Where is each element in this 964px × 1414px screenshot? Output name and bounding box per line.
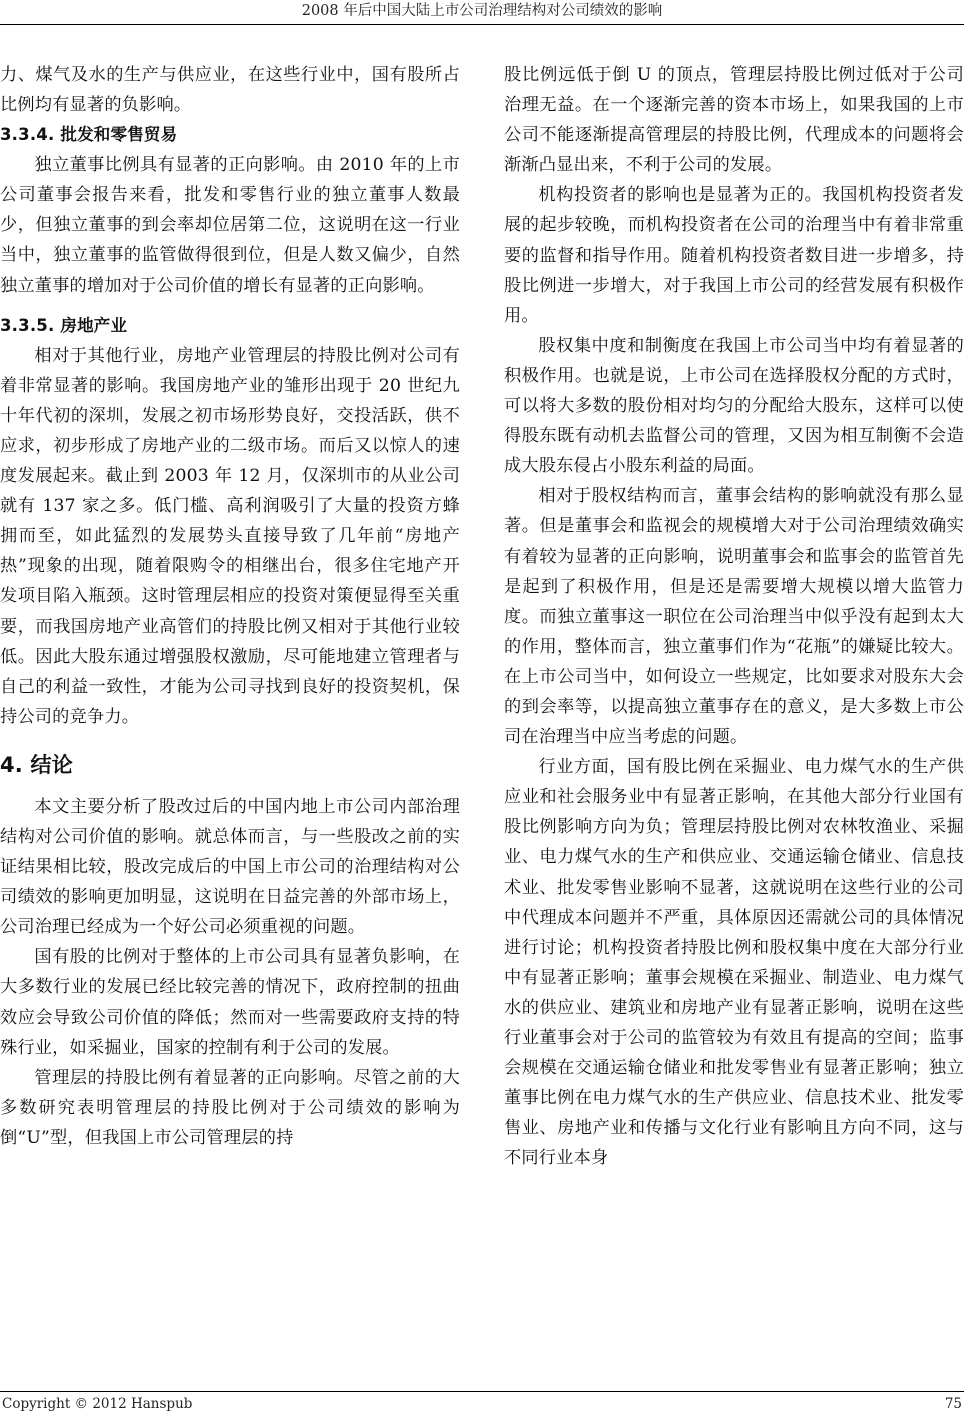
paragraph: 行业方面，国有股比例在采掘业、电力煤气水的生产供应业和社会服务业中有显著正影响，在其他大部分行业国有股比例影响方向为负；管理层持股比例对农林牧渔业、采掘业、电力煤气水的生产和供应业、交通运输仓储业、信息技术业、批发零售业影响不显著，这就说明在这些行业的公司中代理成本问题并不严重，具体原因还需就公司的具体情况进行讨论；机构投资者持股比例和股权集中度在大部分行业中有显著正影响；董事会规模在采掘业、制造业、电力煤气水的供应业、建筑业和房地产业有显著正影响，说明在这些行业董事会对于公司的监管较为有效且有提高的空间；监事会规模在交通运输仓储业和批发零售业有显著正影响；独立董事比例在电力煤气水的生产供应业、信息技术业、批发零售业、房地产业和传播与文化行业有影响且方向不同，这与不同行业本身 [504, 757, 964, 1169]
section-heading-3-3-4: 3.3.4. 批发和零售贸易 [0, 125, 178, 145]
paragraph: 独立董事比例具有显著的正向影响。由 2010 年的上市公司董事会报告来看，批发和零售行业的独立董事人数最少，但独立董事的到会率却位居第二位，这说明在这一行业当中，独立董事的监管做得很到位，但是人数又偏少，自然独立董事的增加对于公司价值的增长有显著的正向影响。 [0, 155, 460, 296]
paragraph-continued: 股比例远低于倒 U 的顶点，管理层持股比例过低对于公司治理无益。在一个逐渐完善的资本市场上，如果我国的上市公司不能逐渐提高管理层的持股比例，代理成本的问题将会渐渐凸显出来，不利于公司的发展。 [504, 65, 964, 176]
paragraph: 股权集中度和制衡度在我国上市公司当中均有着显著的积极作用。也就是说，上市公司在选择股权分配的方式时，可以将大多数的股份相对均匀的分配给大股东，这样可以使得股东既有动机去监督公司的管理，又因为相互制衡不会造成大股东侵占小股东利益的局面。 [504, 335, 964, 477]
running-header [0, 0, 964, 26]
section-heading-3-3-5: 3.3.5. 房地产业 [0, 315, 128, 335]
paragraph: 本文主要分析了股改过后的中国内地上市公司内部治理结构对公司价值的影响。就总体而言，与一些股改之前的实证结果相比较，股改完成后的中国上市公司的治理结构对公司绩效的影响更加明显，这说明在日益完善的外部市场上，公司治理已经成为一个好公司必须重视的问题。 [0, 796, 460, 938]
footer-rule [0, 1391, 964, 1392]
right-column [504, 60, 964, 1173]
paragraph: 国有股的比例对于整体的上市公司具有显著负影响，在大多数行业的发展已经比较完善的情况下，政府控制的扭曲效应会导致公司价值的降低；然而对一些需要政府支持的特殊行业，如采掘业，国家的控制有利于公司的发展。 [0, 947, 460, 1058]
running-title: 2008 年后中国大陆上市公司治理结构对公司绩效的影响 [301, 3, 663, 19]
left-column [0, 60, 460, 1153]
paragraph: 机构投资者的影响也是显著为正的。我国机构投资者发展的起步较晚，而机构投资者在公司的治理当中有着非常重要的监督和指导作用。随着机构投资者数目进一步增多，持股比例进一步增大，对于我国上市公司的经营发展有积极作用。 [504, 185, 964, 326]
copyright-notice: Copyright © 2012 Hanspub [2, 1396, 193, 1412]
paragraph: 管理层的持股比例有着显著的正向影响。尽管之前的大多数研究表明管理层的持股比例对于公司绩效的影响为倒“U”型，但我国上市公司管理层的持 [0, 1067, 460, 1148]
page-footer [0, 1394, 964, 1414]
page-number: 75 [944, 1396, 962, 1412]
paragraph: 相对于股权结构而言，董事会结构的影响就没有那么显著。但是董事会和监视会的规模增大对于公司治理绩效确实有着较为显著的正向影响，说明董事会和监事会的监管首先是起到了积极作用，但是还是需要增大规模以增大监管力度。而独立董事这一职位在公司治理当中似乎没有起到太大的作用，整体而言，独立董事们作为“花瓶”的嫌疑比较大。在上市公司当中，如何设立一些规定，比如要求对股东大会的到会率等，以提高独立董事存在的意义，是大多数上市公司在治理当中应当考虑的问题。 [504, 486, 964, 748]
section-heading-4: 4. 结论 [0, 752, 73, 777]
paragraph: 相对于其他行业，房地产业管理层的持股比例对公司有着非常显著的影响。我国房地产业的雏形出现于 20 世纪九十年代初的深圳，发展之初市场形势良好，交投活跃，供不应求，初步形成了房地产业的二级市场。而后又以惊人的速度发展起来。截止到 2003 年 12 月，仅深圳市的从业公司就有 137 家之多。低门槛、高利润吸引了大量的投资方蜂拥而至，如此猛烈的发展势头直接导致了几年前“房地产热”现象的出现，随着限购令的相继出台，很多住宅地产开发项目陷入瓶颈。这时管理层相应的投资对策便显得至关重要，而我国房地产业高管们的持股比例又相对于其他行业较低。因此大股东通过增强股权激励，尽可能地建立管理者与自己的利益一致性，才能为公司寻找到良好的投资契机，保持公司的竞争力。 [0, 345, 460, 727]
header-rule [0, 24, 964, 25]
paragraph-continued: 力、煤气及水的生产与供应业，在这些行业中，国有股所占比例均有显著的负影响。 [0, 65, 460, 116]
